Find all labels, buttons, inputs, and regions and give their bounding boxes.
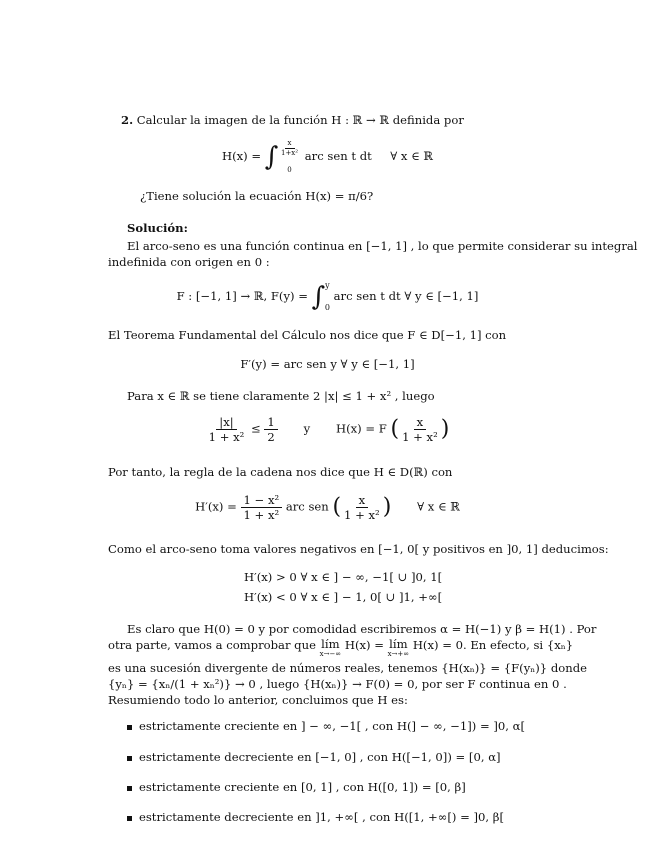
forall-clause: ∀ x ∈ ℝ <box>390 149 434 164</box>
H-prime-formula: H′(x) = $\frac{\text{1 − x²}}{\text{1 + x²}}$ arc sen ( $\frac{x}{\text{1 + x²}}$ ) ∀ x ∈ ℝ <box>195 493 460 523</box>
problem-text: Calcular la imagen de la función H : ℝ → ℝ definida por <box>136 113 464 127</box>
x-over-1px2: $\frac{x}{\text{1 + x²}}$ <box>402 415 438 445</box>
paragraph-1-line-1: El arco-seno es una función continua en [−1, 1] , lo que permite considerar su integral <box>127 239 638 253</box>
integral-upper-limit: $\frac{x}{\text{1+x²}}$ <box>280 139 299 158</box>
ineq-fraction: $\frac{|x|}{\text{1 + x²}}$ <box>208 415 245 445</box>
integral-sign: ∫ <box>311 282 326 312</box>
problem-statement <box>121 113 464 127</box>
Hprime-inner-fraction: $\frac{x}{\text{1 + x²}}$ <box>344 493 380 523</box>
bullet-icon <box>127 756 132 761</box>
sign-line-1: H′(x) > 0 ∀ x ∈ ] − ∞, −1[ ∪ ]0, 1[ <box>244 570 443 584</box>
problem-question: ¿Tiene solución la ecuación H(x) = π/6? <box>140 189 374 203</box>
integral-limits <box>278 140 301 174</box>
list-item: estrictamente decreciente en ]1, +∞[ , con H([1, +∞[) = ]0, β[ <box>127 810 504 824</box>
F-prime-formula: F′(y) = arc sen y ∀ y ∈ [−1, 1] <box>240 357 415 371</box>
list-item: estrictamente creciente en [0, 1] , con H([0, 1]) = [0, β] <box>127 780 466 794</box>
paragraph-5: Como el arco-seno toma valores negativos en [−1, 0[ y positivos en ]0, 1] deducimos: <box>108 542 609 556</box>
definition-formula <box>0 140 655 174</box>
limit-plus-infinity: lím x→+∞ <box>387 637 410 658</box>
integrand: arc sen t dt <box>304 149 372 164</box>
paragraph-6-line-5: Resumiendo todo lo anterior, concluimos que H es: <box>108 693 408 707</box>
paragraph-6-line-1: Es claro que H(0) = 0 y por comodidad escribiremos α = H(−1) y β = H(1) . Por <box>127 622 597 636</box>
H-equals-F: H(x) = F <box>335 421 387 436</box>
problem-number: 2. <box>121 113 134 127</box>
paragraph-6-line-2: otra parte, vamos a comprobar que lím x→−∞ H(x) = lím x→+∞ H(x) = 0. En efecto, si {xₙ} <box>108 637 574 658</box>
integral-lower-limit: 0 <box>287 165 292 174</box>
solution-heading: Solución: <box>127 221 188 235</box>
F-def-right: arc sen t dt ∀ y ∈ [−1, 1] <box>333 289 479 303</box>
paragraph-3: Para x ∈ ℝ se tiene claramente 2 |x| ≤ 1 + x² , luego <box>127 389 435 403</box>
bullet-icon <box>127 786 132 791</box>
Hprime-fraction: $\frac{\text{1 − x²}}{\text{1 + x²}}$ <box>241 494 283 521</box>
inequality-formula: $\frac{|x|}{\text{1 + x²}}$ ≤ $\frac{1}{2}$ y H(x) = F ( $\frac{x}{\text{1 + x²}}$ ) <box>0 416 655 443</box>
definition-lhs: H(x) = <box>221 149 262 164</box>
sign-line-2: H′(x) < 0 ∀ x ∈ ] − 1, 0[ ∪ ]1, +∞[ <box>244 590 443 604</box>
paragraph-6-line-4: {yₙ} = {xₙ/(1 + xₙ²)} → 0 , luego {H(xₙ)} → F(0) = 0, por ser F continua en 0 . <box>108 677 567 691</box>
bullet-icon <box>127 816 132 821</box>
limit-minus-infinity: lím x→−∞ <box>319 637 342 658</box>
list-item: estrictamente creciente en ] − ∞, −1[ , con H(] − ∞, −1]) = ]0, α[ <box>127 719 525 733</box>
half-fraction: $\frac{1}{2}$ <box>264 416 277 443</box>
paragraph-1-line-2: indefinida con origen en 0 : <box>108 255 270 269</box>
F-integral-limits: y 0 <box>324 281 330 312</box>
paragraph-4: Por tanto, la regla de la cadena nos dice que H ∈ D(ℝ) con <box>108 465 453 479</box>
integral-sign: ∫ <box>264 142 279 173</box>
bullet-icon <box>127 725 132 730</box>
F-definition-formula <box>0 281 655 313</box>
paragraph-2: El Teorema Fundamental del Cálculo nos dice que F ∈ D[−1, 1] con <box>108 328 507 342</box>
F-def-left: F : [−1, 1] → ℝ, F(y) = <box>176 289 308 303</box>
paragraph-6-line-3: es una sucesión divergente de números reales, tenemos {H(xₙ)} = {F(yₙ)} donde <box>108 661 587 675</box>
list-item: estrictamente decreciente en [−1, 0] , con H([−1, 0]) = [0, α] <box>127 750 501 764</box>
